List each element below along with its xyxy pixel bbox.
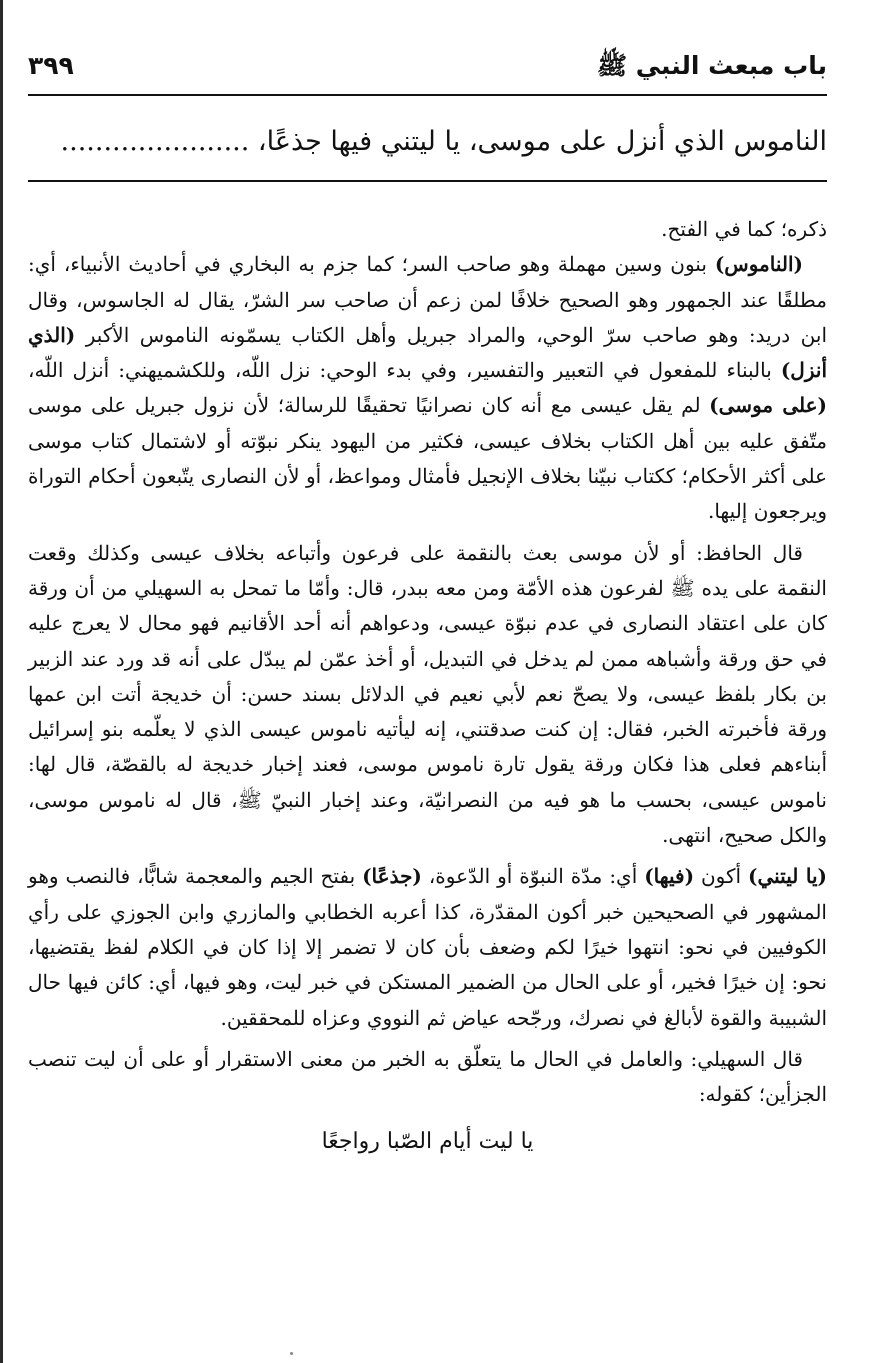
paragraph [28, 212, 827, 247]
paragraph [28, 1042, 827, 1113]
paragraph [28, 536, 827, 854]
commentary-text: بالبناء للمفعول في التعبير والتفسير، وفي بدء الوحي: نزل اللّه، وللكشميهني: أنزل اللّه، [28, 358, 781, 383]
quoted-keyword: (فيها) [644, 864, 695, 889]
commentary-body [28, 212, 827, 1160]
commentary-text: قال السهيلي: والعامل في الحال ما يتعلّق به الخبر من معنى الاستقرار أو على أن ليت تنصب الجزأين؛ كقوله: [28, 1046, 827, 1107]
header-divider [28, 94, 827, 96]
matn-text: الناموس الذي أنزل على موسى، يا ليتني فيها جذعًا، ...................... [60, 126, 827, 157]
commentary-text: ذكره؛ كما في الفتح. [661, 217, 827, 241]
commentary-text: قال الحافظ: أو لأن موسى بعث بالنقمة على فرعون وأتباعه بخلاف عيسى وكذلك وقعت النقمة على يده ﷺ لفرعون هذه الأمّة ومن معه ببدر، قال: وأمّا ما تمحل به السهيلي من أن ورقة كان على اعتقاد النصارى في عدم نبوّة عيسى، ودعواهم أنه أحد الأقانيم فهو محال لا يعرج عليه في حق ورقة وأشباهه ممن لم يدخل في التبديل، أو أخذ عمّن لم يبدّل على أنه قد ورد عند الزبير بن بكار بلفظ عيسى، ولا يصحّ نعم لأبي نعيم في الدلائل بسند حسن: أن خديجة أتت ابن عمها ورقة فأخبرته الخبر، فقال: إن كنت صدقتني، إنه ليأتيه ناموس عيسى الذي لا يعلّمه بنو إسرائيل أبناءهم فعلى هذا فكان ورقة يقول تارة ناموس موسى، فعند إخبار خديجة له بالقصّة، قال لها: ناموس عيسى، بحسب ما هو فيه من النصرانيّة، وعند إخبار النبيّ ﷺ، قال له ناموس موسى، والكل صحيح، انتهى. [28, 540, 827, 848]
commentary-text: أكون [694, 864, 748, 889]
poetry-verse: يا ليت أيام الصّبا رواجعًا [321, 1129, 534, 1155]
quoted-keyword: (على موسى) [709, 393, 828, 418]
commentary-text: أي: مدّة النبوّة أو الدّعوة، [421, 864, 645, 889]
commentary-text: بفتح الجيم والمعجمة شابًّا، فالنصب وهو المشهور في الصحيحين خبر أكون المقدّرة، كذا أعربه الخطابي والمازري وابن الجوزي على رأي الكوفيين في نحو: انتهوا خيرًا لكم وضعف بأن كان لا تضمر إلا إذا كان في الكلام لفظ يقتضيها، نحو: إن خيرًا فخير، أو على الحال من الضمير المستكن في خبر ليت، وهو فيها، أي: كائن فيها حال الشبيبة والقوة لأبالغ في نصرك، ورجّحه عياض ثم النووي وعزاه للمحققين. [28, 864, 827, 1030]
paragraph [28, 247, 827, 529]
paragraph [28, 859, 827, 1035]
quoted-keyword: (الناموس) [714, 252, 803, 277]
commentary-text: بنون وسين مهملة وهو صاحب السر؛ كما جزم به البخاري في أحاديث الأنبياء، أي: مطلقًا عند الجمهور وهو الصحيح خلافًا لمن زعم أن صاحب سر الشرّ، يقال له الجاسوس، وقال ابن دريد: وهو صاحب سرّ الوحي، والمراد جبريل وأهل الكتاب يسمّونه الناموس الأكبر [28, 252, 827, 347]
quoted-keyword: (يا ليتني) [748, 864, 827, 889]
quoted-keyword: (الذي أنزل) [28, 322, 827, 383]
print-speck [290, 1352, 293, 1355]
commentary-text: لم يقل عيسى مع أنه كان نصرانيًا تحقيقًا للرسالة؛ لأن نزول جبريل على موسى متّفق عليه بين أهل الكتاب بخلاف عيسى، فكثير من اليهود ينكر نبوّته أو لاشتمال كتاب موسى على أكثر الأحكام؛ ككتاب نبيّنا بخلاف الإنجيل فأمثال ومواعظ، أو لأن النصارى يتّبعون أحكام التوراة ويرجعون إليها. [28, 393, 827, 524]
quoted-keyword: (جذعًا) [362, 864, 422, 889]
page-number: ٣٩٩ [28, 51, 74, 80]
matn-divider [28, 180, 827, 182]
running-header [28, 40, 827, 90]
page-edge-line [0, 0, 3, 1363]
chapter-title: باب مبعث النبي ﷺ [596, 51, 827, 80]
